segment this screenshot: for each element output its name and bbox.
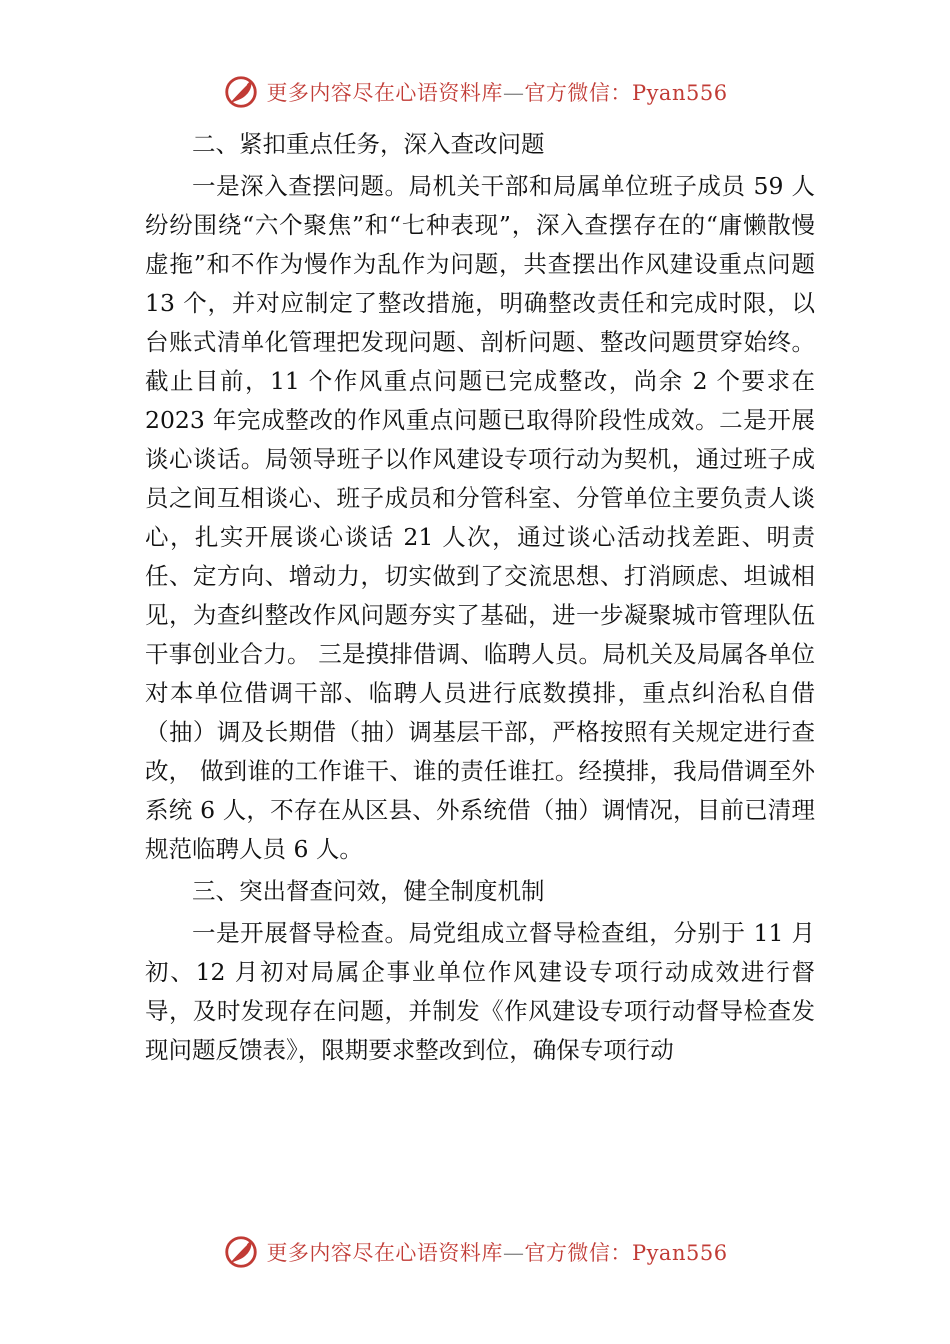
section-heading: 二、紧扣重点任务，深入查改问题 [192,130,545,158]
header-banner [0,72,950,112]
section-paragraph: 一是开展督导检查。局党组成立督导检查组，分别于 11 月初、12 月初对局属企事业单位作风建设专项行动成效进行督导，及时发现存在问题，并制发《作风建设专项行动督导检查发现问题反馈表》，限期要求整改到位，确保专项行动 [145,919,815,1064]
footer-banner [0,1232,950,1272]
feather-seal-icon [222,73,260,111]
feather-seal-icon [222,1233,260,1271]
banner-text: 更多内容尽在心语资料库—官方微信：Pyan556 [266,1241,728,1265]
section-paragraph: 一是深入查摆问题。局机关干部和局属单位班子成员 59 人纷纷围绕“六个聚焦”和“七种表现”，深入查摆存在的“庸懒散慢虚拖”和不作为慢作为乱作为问题，共查摆出作风建设重点问题 13 个，并对应制定了整改措施，明确整改责任和完成时限，以台账式清单化管理把发现问题、剖析问题、整改问题贯穿始终。截止目前，11 个作风重点问题已完成整改，尚余 2 个要求在 2023 年完成整改的作风重点问题已取得阶段性成效。二是开展谈心谈话。局领导班子以作风建设专项行动为契机，通过班子成员之间互相谈心、班子成员和分管科室、分管单位主要负责人谈心，扎实开展谈心谈话 21 人次，通过谈心活动找差距、明责任、定方向、增动力，切实做到了交流思想、打消顾虑、坦诚相见，为查纠整改作风问题夯实了基础，进一步凝聚城市管理队伍干事创业合力。 三是摸排借调、临聘人员。局机关及局属各单位对本单位借调干部、临聘人员进行底数摸排，重点纠治私自借（抽）调及长期借（抽）调基层干部，严格按照有关规定进行查改， 做到谁的工作谁干、谁的责任谁扛。经摸排，我局借调至外系统 6 人，不存在从区县、外系统借（抽）调情况，目前已清理规范临聘人员 6 人。 [145,172,815,863]
banner-text: 更多内容尽在心语资料库—官方微信：Pyan556 [266,81,728,105]
section-heading: 三、突出督查问效，健全制度机制 [192,877,545,905]
document-body [145,122,815,1070]
